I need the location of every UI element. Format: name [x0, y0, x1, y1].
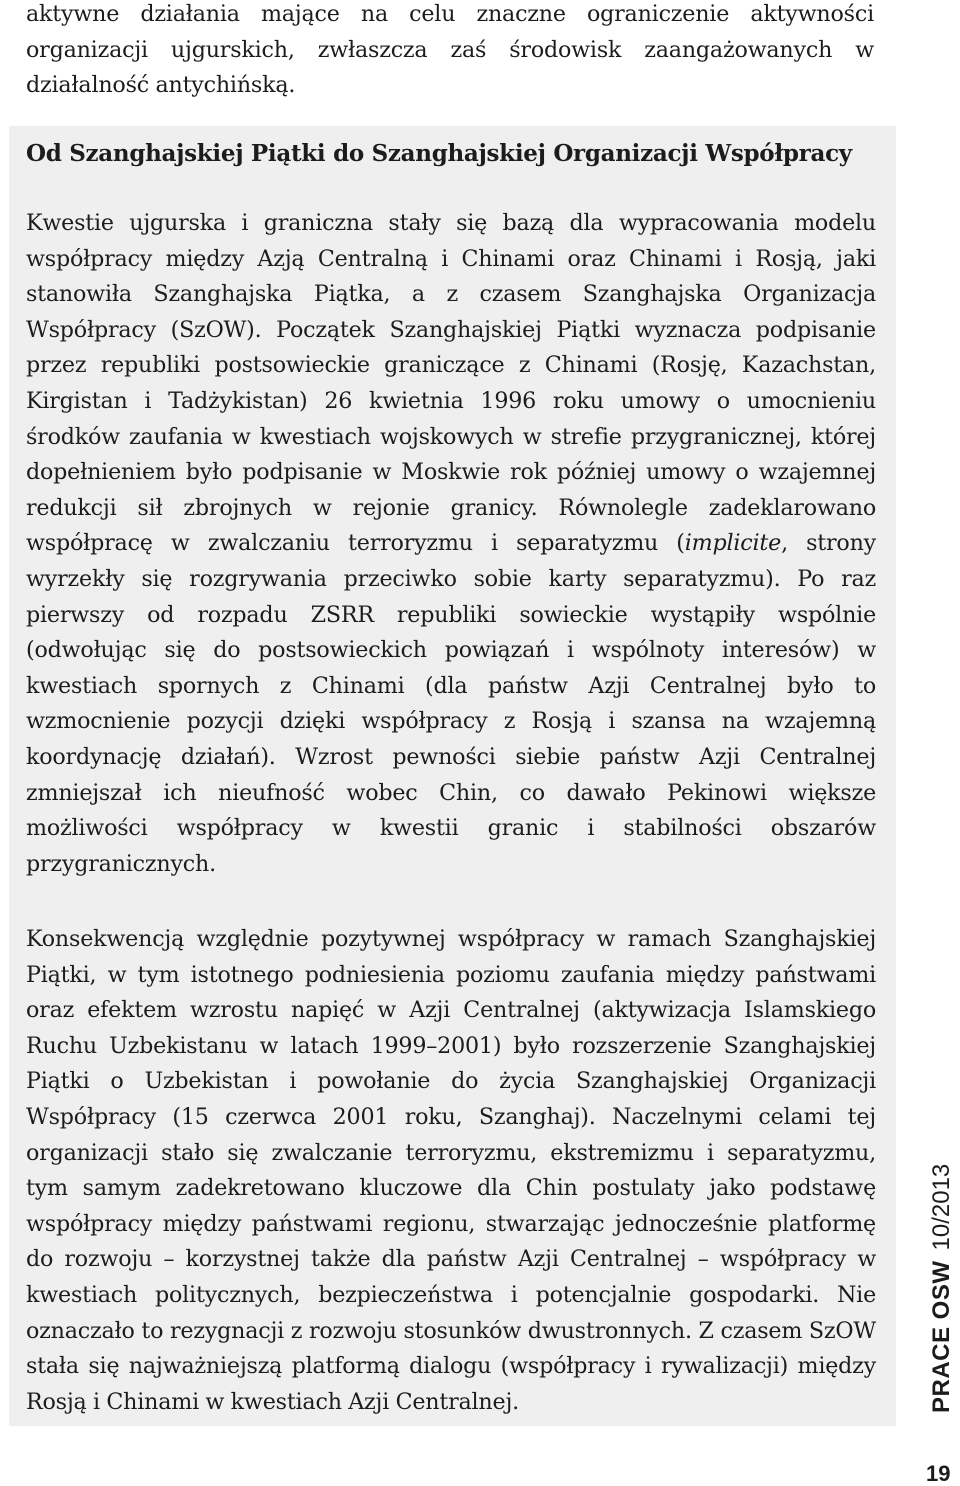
paragraph-1-text-b: , strony wyrzekły się rozgrywania przeciwko sobie karty separatyzmu). Po raz pierwszy od rozpadu ZSRR republiki sowieckie wystąpiły wspólnie (odwołując się do postsowieckich powiązań i wspólnoty interesów) w kwestiach spornych z Chinami (dla państw Azji Centralnej było to wzmocnienie pozycji dzięki współpracy z Rosją i szansa na wzajemną koordynację działań). Wzrost pewności siebie państw Azji Centralnej zmniejszał ich nieufność wobec Chin, co dawało Pekinowi większe możliwości współpracy w kwestii granic i stabilności obszarów przygranicznych. — [26, 530, 876, 877]
issue-number: 10/2013 — [928, 1163, 955, 1251]
italic-term: implicite — [684, 530, 782, 557]
box-paragraph-1 — [26, 206, 876, 882]
page-number: 19 — [926, 1461, 951, 1486]
paragraph-1-text-a: Kwestie ujgurska i graniczna stały się bazą dla wypracowania modelu współpracy między Azją Centralną i Chinami oraz Chinami i Rosją, jaki stanowiła Szanghajska Piątka, a z czasem Szanghajska Organizacja Współpracy (SzOW). Początek Szanghajskiej Piątki wyznacza podpisanie przez republiki postsowieckie graniczące z Chinami (Rosję, Kazachstan, Kirgistan i Tadżykistan) 26 kwietnia 1996 roku umowy o umocnieniu środków zaufania w kwestiach wojskowych w strefie przygranicznej, której dopełnieniem było podpisanie w Moskwie rok później umowy o wzajemnej redukcji sił zbrojnych w rejonie granicy. Równolegle zadeklarowano współpracę w zwalczaniu terroryzmu i separatyzmu ( — [26, 210, 876, 557]
publication-label — [928, 1164, 956, 1413]
intro-paragraph: aktywne działania mające na celu znaczne ograniczenie aktywności organizacji ujgurskich, zwłaszcza zaś środowisk zaangażowanych w działalność antychińską. — [26, 1, 874, 99]
section-heading: Od Szanghajskiej Piątki do Szanghajskiej Organizacji Współpracy — [26, 140, 852, 167]
publication-name: PRACE OSW — [928, 1260, 955, 1413]
box-paragraph-2: Konsekwencją względnie pozytywnej współpracy w ramach Szanghajskiej Piątki, w tym istotnego podniesienia poziomu zaufania między państwami oraz efektem wzrostu napięć w Azji Centralnej (aktywizacja Islamskiego Ruchu Uzbekistanu w latach 1999–2001) było rozszerzenie Szanghajskiej Piątki o Uzbekistan i powołanie do życia Szanghajskiej Organizacji Współpracy (15 czerwca 2001 roku, Szanghaj). Naczelnymi celami tej organizacji stało się zwalczanie terroryzmu, ekstremizmu i separatyzmu, tym samym zadekretowano kluczowe dla Chin postulaty jako podstawę współpracy między państwami regionu, stwarzając jednocześnie platformę do rozwoju – korzystnej także dla państw Azji Centralnej – współpracy w kwestiach politycznych, bezpieczeństwa i potencjalnie gospodarki. Nie oznaczało to rezygnacji z rozwoju stosunków dwustronnych. Z czasem SzOW stała się najważniejszą platformą dialogu (współpracy i rywalizacji) między Rosją i Chinami w kwestiach Azji Centralnej. — [26, 926, 876, 1415]
